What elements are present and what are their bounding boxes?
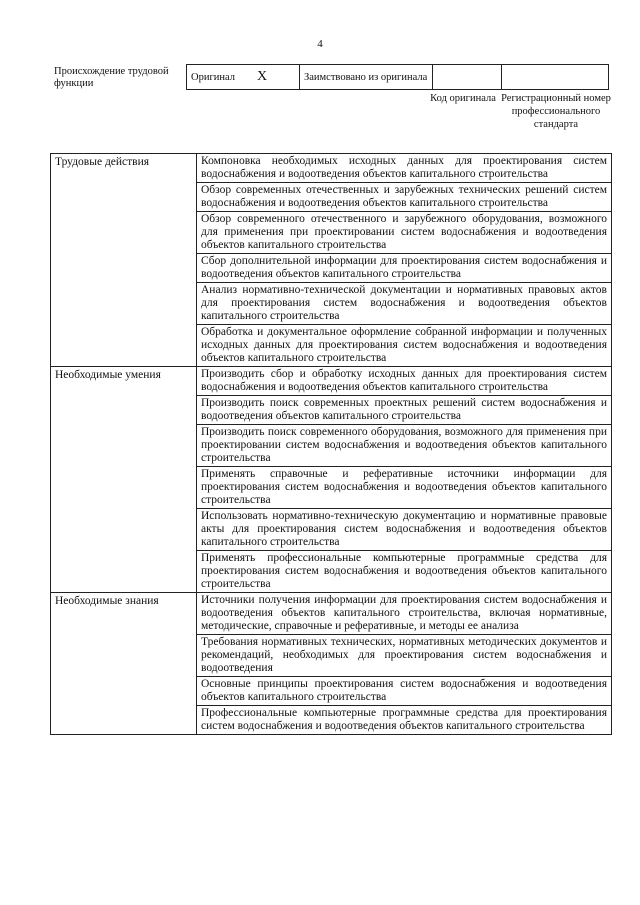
table-cell-item: Применять справочные и реферативные источники информации для проектирования систем водоснабжения и водоотведения объектов капитального строительства <box>197 467 612 509</box>
table-cell-item: Использовать нормативно-техническую документацию и нормативные правовые акты для проектирования систем водоснабжения и водоотведения объектов капитального строительства <box>197 509 612 551</box>
origin-table <box>186 64 609 90</box>
code-caption: Код оригинала <box>430 93 496 104</box>
section-title: Трудовые действия <box>51 154 197 367</box>
table-cell-item: Производить поиск современного оборудования, возможного для применения при проектировании систем водоснабжения и водоотведения объектов капитального строительства <box>197 425 612 467</box>
function-table <box>50 153 612 735</box>
original-label: Оригинал <box>191 72 235 83</box>
table-cell-item: Применять профессиональные компьютерные программные средства для проектирования систем водоснабжения и водоотведения объектов капитального строительства <box>197 551 612 593</box>
table-cell-item: Компоновка необходимых исходных данных для проектирования систем водоснабжения и водоотведения объектов капитального строительства <box>197 154 612 183</box>
section-title: Необходимые знания <box>51 593 197 735</box>
table-cell-item: Анализ нормативно-технической документации и нормативных правовых актов для проектирования систем водоснабжения и водоотведения объектов капитального строительства <box>197 283 612 325</box>
reg-number-cell <box>502 65 609 90</box>
table-cell-item: Обзор современного отечественного и зарубежного оборудования, возможного для применения при проектировании систем водоснабжения и водоотведения объектов капитального строительства <box>197 212 612 254</box>
section-title: Необходимые умения <box>51 367 197 593</box>
table-row <box>51 154 612 183</box>
table-cell-item: Производить сбор и обработку исходных данных для проектирования систем водоснабжения и водоотведения объектов капитального строительства <box>197 367 612 396</box>
table-cell-item: Требования нормативных технических, нормативных методических документов и рекомендаций, необходимых для проектирования систем водоснабжения и водоотведения <box>197 635 612 677</box>
table-cell-item: Обзор современных отечественных и зарубежных технических решений систем водоснабжения и водоотведения объектов капитального строительства <box>197 183 612 212</box>
code-cell <box>433 65 502 90</box>
table-cell-item: Обработка и документальное оформление собранной информации и полученных исходных данных для проектирования систем водоснабжения и водоотведения объектов капитального строительства <box>197 325 612 367</box>
table-cell-item: Основные принципы проектирования систем водоснабжения и водоотведения объектов капитального строительства <box>197 677 612 706</box>
reg-number-caption: Регистрационный номер профессионального стандарта <box>501 93 611 130</box>
page-number: 4 <box>317 38 323 50</box>
table-cell-item: Источники получения информации для проектирования систем водоснабжения и водоотведения объектов капитального строительства, включая нормативные, методические, справочные и реферативные, и методы ее анализа <box>197 593 612 635</box>
table-cell-item: Сбор дополнительной информации для проектирования систем водоснабжения и водоотведения объектов капитального строительства <box>197 254 612 283</box>
table-row <box>51 367 612 396</box>
original-cell <box>187 65 300 90</box>
origin-label: Происхождение трудовой функции <box>54 66 169 89</box>
original-mark: X <box>257 69 268 84</box>
table-cell-item: Профессиональные компьютерные программные средства для проектирования систем водоснабжения и водоотведения объектов капитального строительства <box>197 706 612 735</box>
borrowed-cell: Заимствовано из оригинала <box>300 65 433 90</box>
table-cell-item: Производить поиск современных проектных решений систем водоснабжения и водоотведения объектов капитального строительства <box>197 396 612 425</box>
table-row <box>51 593 612 635</box>
